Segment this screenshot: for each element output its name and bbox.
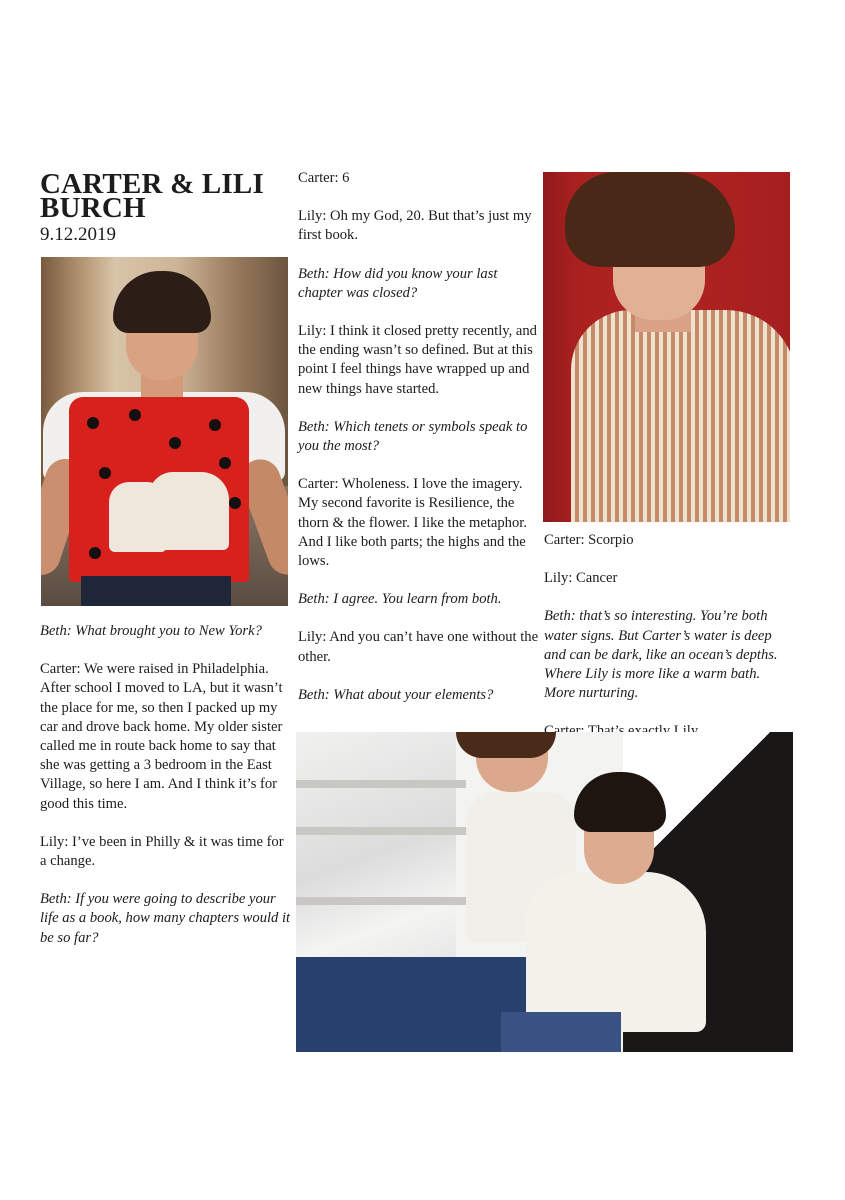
interview-question-beth: Beth: What brought you to New York?	[40, 623, 262, 639]
photo-vest-spot	[169, 437, 181, 449]
photo-vest-spot	[229, 497, 241, 509]
photo-vest-spot	[129, 409, 141, 421]
interview-answer-lily: Lily: Cancer	[544, 570, 618, 587]
photo-jeans	[81, 576, 231, 606]
photo-vest-spot	[209, 419, 221, 431]
photo-stair-edge	[296, 780, 466, 788]
interview-answer-carter: Carter: We were raised in Philadelphia. After school I moved to LA, but it wasn’t the place for me, so then I packed up my car and drove back home. My older sister called me in route back home to say that she was getting a 3 bedroom in the East Village, so here I am. And I think it’s for good this time.	[40, 661, 283, 812]
interview-answer-lily: Lily: Oh my God, 20. But that’s just my first book.	[298, 208, 532, 244]
interview-answer-lily: Lily: And you can’t have one without the other.	[298, 629, 539, 665]
photo-lili-dalmatian-vest	[41, 257, 288, 606]
photo-jeans-carter	[296, 957, 536, 1052]
interview-column-middle	[298, 169, 542, 724]
photo-vest-spot	[89, 547, 101, 559]
photo-vest-spot	[87, 417, 99, 429]
interview-column-left	[40, 622, 292, 967]
interview-question-beth: Beth: I agree. You learn from both.	[298, 591, 502, 608]
interview-answer-lily: Lily: I think it closed pretty recently, and the ending wasn’t so defined. But at this point I feel things have wrapped up and new things have started.	[298, 323, 537, 397]
article-title: CARTER & LILI BURCH	[40, 168, 264, 224]
photo-stair-edge	[296, 897, 466, 905]
photo-knit-tee	[571, 310, 790, 522]
interview-question-beth: Beth: How did you know your last chapter was closed?	[298, 265, 498, 301]
photo-dalmatian-motif-large	[149, 472, 229, 550]
interview-question-beth: Beth: that’s so interesting. You’re both water signs. But Carter’s water is deep and can be dark, like an ocean’s depths. Where Lily is more like a warm bath. More nurturing.	[544, 608, 778, 702]
interview-answer-carter: Carter: Scorpio	[544, 532, 634, 548]
photo-jeans-lili	[501, 1012, 621, 1052]
photo-hair-carter	[456, 732, 556, 758]
interview-answer-lily: Lily: I’ve been in Philly & it was time for a change.	[40, 833, 284, 870]
interview-answer-carter: Carter: 6	[298, 170, 350, 186]
photo-white-tee	[526, 872, 706, 1032]
interview-question-beth: Beth: If you were going to describe your life as a book, how many chapters would it be so far?	[40, 891, 291, 946]
photo-vest-spot	[219, 457, 231, 469]
photo-curly-hair	[565, 172, 735, 267]
photo-carter-and-lili-stairs	[296, 732, 793, 1052]
interview-answer-carter: Carter: Wholeness. I love the imagery. My second favorite is Resilience, the thorn & the flower. I like the metaphor. And I like both parts; the highs and the lows.	[298, 476, 527, 570]
photo-hair	[113, 271, 211, 333]
photo-stair-edge	[296, 827, 466, 835]
interview-question-beth: Beth: Which tenets or symbols speak to you the most?	[298, 418, 528, 455]
interview-column-right	[544, 531, 794, 761]
article-date: 9.12.2019	[40, 224, 116, 245]
photo-vest-spot	[99, 467, 111, 479]
photo-carter-red-wall	[543, 172, 790, 522]
interview-question-beth: Beth: What about your elements?	[298, 686, 494, 703]
